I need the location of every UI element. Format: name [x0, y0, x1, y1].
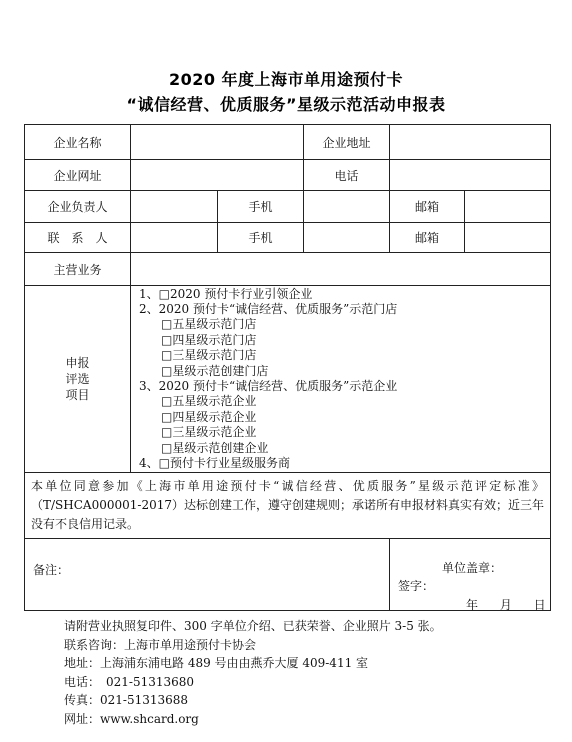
label-phone: 电话 — [304, 160, 390, 191]
input-head-mobile[interactable] — [304, 191, 390, 223]
apply-item-1[interactable]: 1、□2020 预付卡行业引领企业 — [139, 286, 313, 301]
input-company-website[interactable] — [131, 160, 304, 191]
apply-item-2-five-star[interactable]: □五星级示范门店 — [161, 317, 257, 332]
agreement-text: 本单位同意参加《上海市单用途预付卡“诚信经营、优质服务”星级示范评定标准》（T/SHCA000001-2017）达标创建工作，遵守创建规则；承诺所有申报材料真实有效；近三年没有不良信用记录。 — [25, 473, 551, 539]
row-main-business — [25, 253, 551, 286]
row-company-head — [25, 191, 551, 223]
apply-item-2-four-star[interactable]: □四星级示范门店 — [161, 332, 257, 347]
input-main-business[interactable] — [131, 253, 551, 286]
input-contact-person[interactable] — [131, 223, 218, 253]
label-apply-line2: 评选 — [65, 372, 90, 386]
sign-cell[interactable] — [390, 539, 551, 611]
note-phone: 电话： 021-51313680 — [64, 674, 195, 689]
note-contact: 联系咨询：上海市单用途预付卡协会 — [64, 637, 257, 652]
input-contact-email[interactable] — [465, 223, 551, 253]
apply-item-2-creating[interactable]: □星级示范创建门店 — [161, 363, 269, 378]
note-fax: 传真：021-51313688 — [64, 693, 189, 707]
remark-cell[interactable] — [25, 539, 390, 611]
apply-item-2: 2、2020 预付卡“诚信经营、优质服务”示范门店 — [139, 301, 398, 316]
application-form-table — [24, 124, 551, 611]
label-company-head: 企业负责人 — [25, 191, 131, 223]
label-apply-items — [25, 286, 131, 473]
input-company-address[interactable] — [390, 125, 551, 160]
input-company-head[interactable] — [131, 191, 218, 223]
apply-item-4[interactable]: 4、□预付卡行业星级服务商 — [139, 456, 290, 471]
apply-items-list — [131, 286, 551, 473]
input-contact-mobile[interactable] — [304, 223, 390, 253]
apply-item-3-five-star[interactable]: □五星级示范企业 — [161, 394, 257, 409]
label-contact-email: 邮箱 — [390, 223, 465, 253]
footer-notes — [64, 617, 442, 728]
form-title-line1: 2020 年度上海市单用途预付卡 — [168, 70, 404, 89]
label-company-website: 企业网址 — [25, 160, 131, 191]
row-company-name — [25, 125, 551, 160]
note-address: 地址：上海浦东浦电路 489 号由由燕乔大厦 409-411 室 — [64, 656, 369, 670]
label-remark: 备注： — [33, 563, 70, 577]
label-apply-line3: 项目 — [65, 388, 90, 402]
row-contact-person — [25, 223, 551, 253]
note-website: 网址：www.shcard.org — [64, 711, 199, 726]
input-head-email[interactable] — [465, 191, 551, 223]
input-phone[interactable] — [390, 160, 551, 191]
apply-item-2-three-star[interactable]: □三星级示范门店 — [161, 348, 257, 363]
label-head-email: 邮箱 — [390, 191, 465, 223]
label-company-name: 企业名称 — [25, 125, 131, 160]
apply-item-3-four-star[interactable]: □四星级示范企业 — [161, 409, 257, 424]
label-sign: 签字： — [398, 579, 435, 593]
form-title-line2: “诚信经营、优质服务”星级示范活动申报表 — [126, 95, 446, 114]
apply-item-3-creating[interactable]: □星级示范创建企业 — [161, 440, 269, 455]
label-contact-person: 联 系 人 — [25, 223, 131, 253]
label-company-address: 企业地址 — [304, 125, 390, 160]
label-date: 年 月 日 — [466, 598, 546, 612]
row-agreement — [25, 473, 551, 539]
label-main-business: 主营业务 — [25, 253, 131, 286]
label-contact-mobile: 手机 — [218, 223, 304, 253]
row-apply-items — [25, 286, 551, 473]
label-apply-line1: 申报 — [65, 356, 90, 370]
row-remark-sign — [25, 539, 551, 611]
apply-item-3-three-star[interactable]: □三星级示范企业 — [161, 425, 257, 440]
note-attachments: 请附营业执照复印件、300 字单位介绍、已获荣誉、企业照片 3-5 张。 — [64, 619, 442, 633]
input-company-name[interactable] — [131, 125, 304, 160]
label-head-mobile: 手机 — [218, 191, 304, 223]
apply-item-3: 3、2020 预付卡“诚信经营、优质服务”示范企业 — [139, 379, 398, 393]
label-seal: 单位盖章： — [442, 561, 503, 575]
row-company-website — [25, 160, 551, 191]
